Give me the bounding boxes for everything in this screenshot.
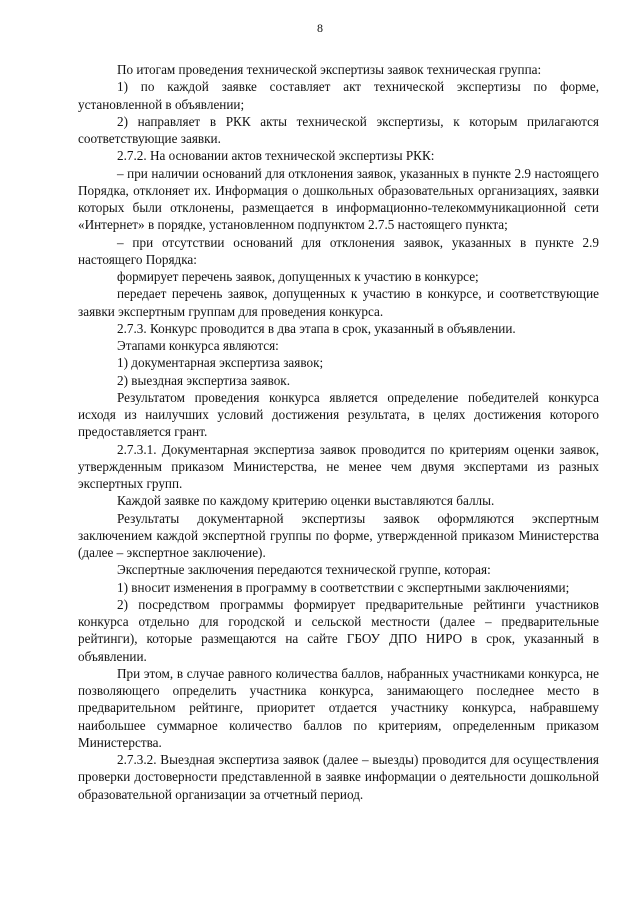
paragraph: передает перечень заявок, допущенных к участию в конкурсе, и соответствующие заявки экспертным группам для проведения конкурса. <box>78 286 599 319</box>
paragraph: 2) выездная экспертиза заявок. <box>117 372 291 388</box>
paragraph: Этапами конкурса являются: <box>117 338 279 353</box>
paragraph: 1) вносит изменения в программу в соответствии с экспертными заключениями; <box>117 579 570 595</box>
document-body <box>78 61 599 803</box>
paragraph: 2.7.3. Конкурс проводится в два этапа в срок, указанный в объявлении. <box>117 320 516 336</box>
paragraph: Экспертные заключения передаются технической группе, которая: <box>117 562 491 578</box>
paragraph: По итогам проведения технической экспертизы заявок техническая группа: <box>117 62 542 77</box>
paragraph: 1) документарная экспертиза заявок; <box>117 355 324 371</box>
paragraph: – при наличии оснований для отклонения заявок, указанных в пункте 2.9 настоящего Порядка, отклоняет их. Информация о дошкольных образовательных организациях, заявки которых были отклонены, размещается в информационно-телекоммуникационной сети «Интернет» в порядке, установленном подпунктом 2.7.5 настоящего пункта; <box>78 165 599 233</box>
paragraph: 2) посредством программы формирует предварительные рейтинги участников конкурса отдельно для городской и сельской местности (далее – предварительные рейтинги), которые размещаются на сайте ГБОУ ДПО НИРО в срок, указанный в объявлении. <box>78 596 599 664</box>
paragraph: 2.7.2. На основании актов технической экспертизы РКК: <box>117 148 435 164</box>
paragraph: При этом, в случае равного количества баллов, набранных участниками конкурса, не позволяющего определить участника конкурса, занимающего последнее место в предварительном рейтинге, приоритет отдается участнику конкурса, набравшему наибольшее суммарное количество баллов по критериям, определенным приказом Министерства. <box>78 665 599 750</box>
paragraph: формирует перечень заявок, допущенных к участию в конкурсе; <box>117 269 479 284</box>
paragraph: – при отсутствии оснований для отклонения заявок, указанных в пункте 2.9 настоящего Порядка: <box>78 234 599 267</box>
paragraph: Результатом проведения конкурса является определение победителей конкурса исходя из наилучших условий достижения результата, в целях достижения которого предоставляется грант. <box>78 389 599 440</box>
page-number: 8 <box>317 21 323 35</box>
paragraph: 2.7.3.2. Выездная экспертиза заявок (далее – выезды) проводится для осуществления проверки достоверности представленной в заявке информации о деятельности дошкольной образовательной организации за отчетный период. <box>78 752 599 802</box>
paragraph: 2) направляет в РКК акты технической экспертизы, к которым прилагаются соответствующие заявки. <box>78 113 599 146</box>
paragraph: Каждой заявке по каждому критерию оценки выставляются баллы. <box>117 493 495 509</box>
paragraph: 2.7.3.1. Документарная экспертиза заявок проводится по критериям оценки заявок, утвержденным приказом Министерства, не менее чем двумя экспертами из разных экспертных групп. <box>78 441 599 491</box>
paragraph: 1) по каждой заявке составляет акт технической экспертизы по форме, установленной в объявлении; <box>78 79 599 112</box>
paragraph: Результаты документарной экспертизы заявок оформляются экспертным заключением каждой экспертной группы по форме, утвержденной приказом Министерства (далее – экспертное заключение). <box>78 510 599 560</box>
